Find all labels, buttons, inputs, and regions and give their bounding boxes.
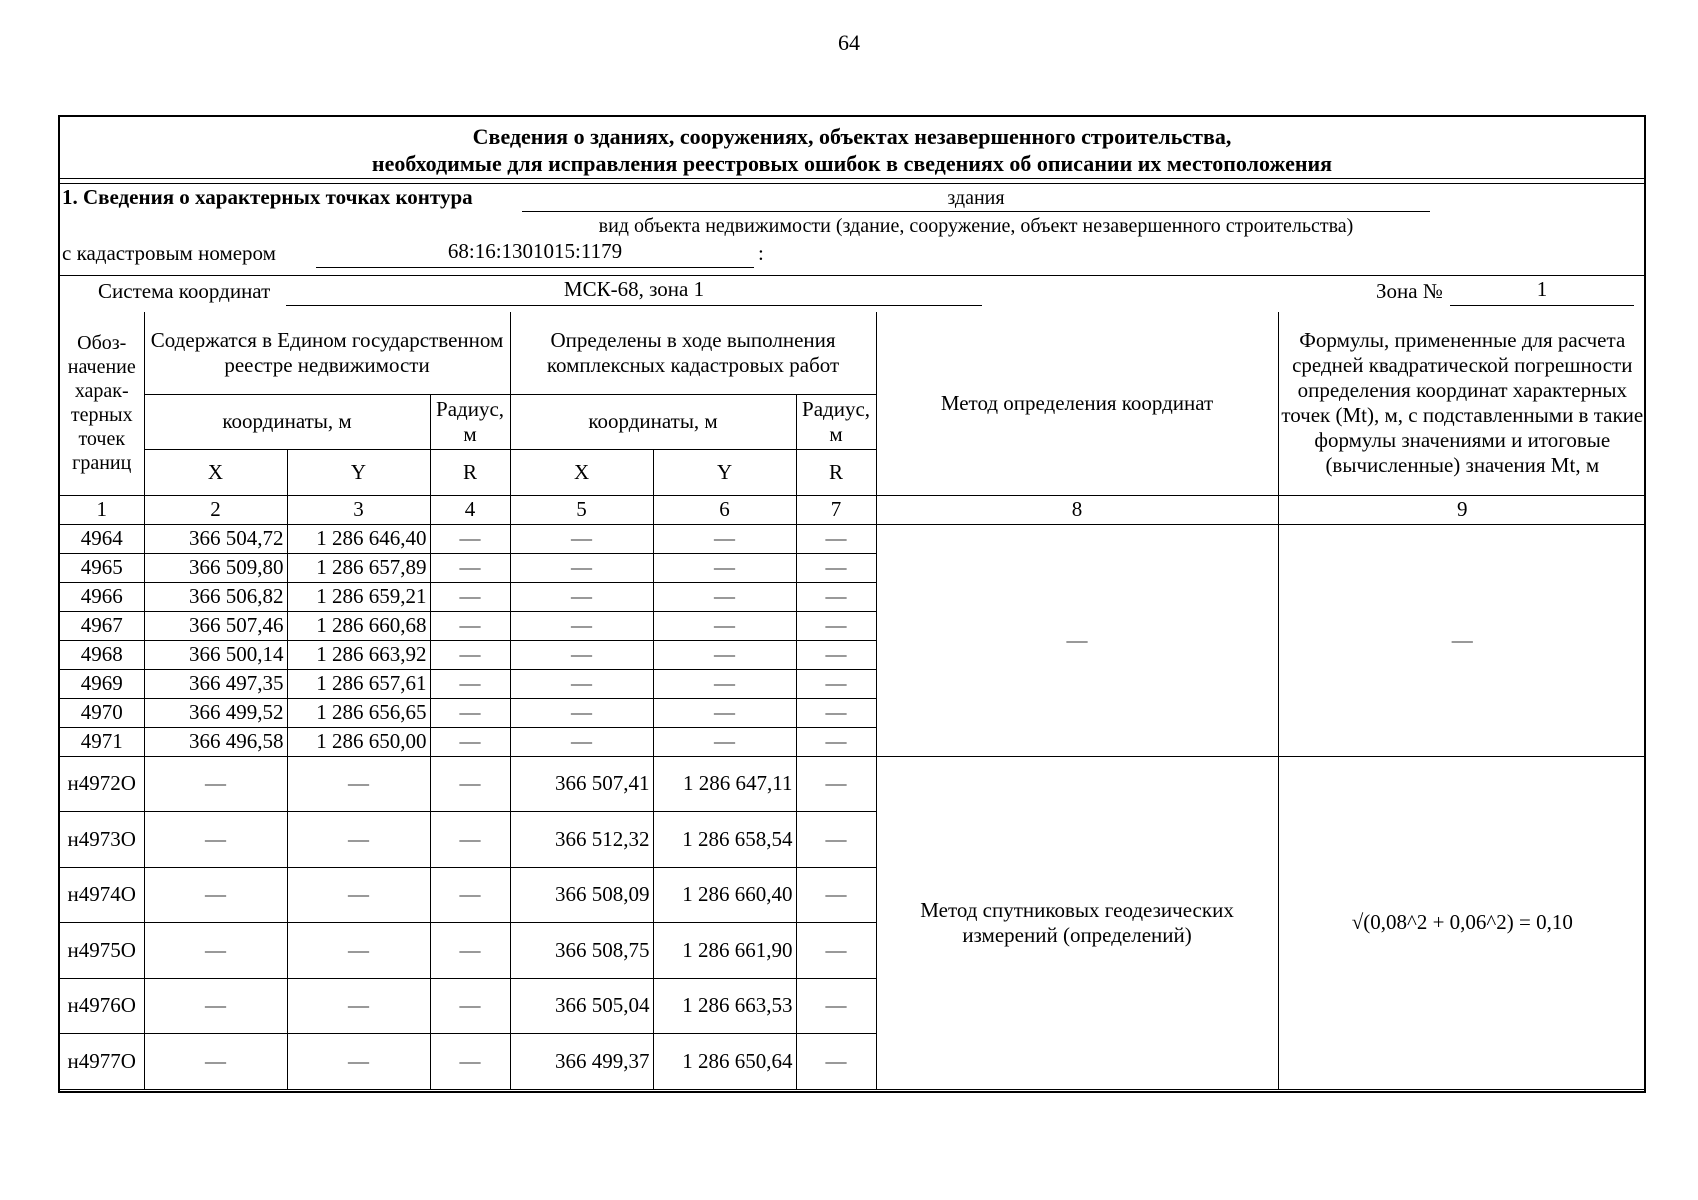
ckr-y: — bbox=[653, 553, 796, 582]
ckr-r: — bbox=[796, 640, 876, 669]
egrn-r: — bbox=[430, 553, 510, 582]
ckr-x: — bbox=[510, 698, 653, 727]
ckr-y: 1 286 663,53 bbox=[653, 978, 796, 1034]
egrn-y: — bbox=[287, 867, 430, 923]
ckr-y: 1 286 660,40 bbox=[653, 867, 796, 923]
coord-system-label: Система координат bbox=[98, 279, 271, 303]
egrn-y: 1 286 657,89 bbox=[287, 553, 430, 582]
egrn-y: 1 286 660,68 bbox=[287, 611, 430, 640]
point-id: н4975О bbox=[60, 923, 144, 979]
ckr-x: — bbox=[510, 669, 653, 698]
egrn-x: 366 496,58 bbox=[144, 727, 287, 756]
column-numbers-row bbox=[60, 495, 1646, 524]
egrn-r: — bbox=[430, 582, 510, 611]
ckr-x: 366 499,37 bbox=[510, 1034, 653, 1090]
point-id: н4976О bbox=[60, 978, 144, 1034]
point-id: 4971 bbox=[60, 727, 144, 756]
ckr-r: — bbox=[796, 923, 876, 979]
egrn-x: — bbox=[144, 867, 287, 923]
header-x-egrn: X bbox=[144, 449, 287, 495]
header-y-egrn: Y bbox=[287, 449, 430, 495]
point-id: 4969 bbox=[60, 669, 144, 698]
ckr-x: — bbox=[510, 727, 653, 756]
egrn-y: 1 286 646,40 bbox=[287, 524, 430, 553]
egrn-r: — bbox=[430, 698, 510, 727]
egrn-x: 366 504,72 bbox=[144, 524, 287, 553]
ckr-x: — bbox=[510, 640, 653, 669]
title-divider-2 bbox=[60, 183, 1646, 184]
object-type-value: здания bbox=[947, 187, 1005, 209]
col-number: 4 bbox=[430, 495, 510, 524]
object-type-line bbox=[522, 211, 1430, 212]
points-table bbox=[60, 312, 1646, 1090]
col-number: 8 bbox=[876, 495, 1278, 524]
egrn-r: — bbox=[430, 1034, 510, 1090]
ckr-x: — bbox=[510, 553, 653, 582]
point-id: 4970 bbox=[60, 698, 144, 727]
point-id: 4968 bbox=[60, 640, 144, 669]
header-coords-ckr: координаты, м bbox=[510, 394, 796, 449]
egrn-x: 366 500,14 bbox=[144, 640, 287, 669]
egrn-x: — bbox=[144, 1034, 287, 1090]
coord-system-line bbox=[286, 305, 982, 306]
ckr-y: — bbox=[653, 611, 796, 640]
title-divider bbox=[60, 178, 1646, 179]
col-number: 5 bbox=[510, 495, 653, 524]
egrn-x: 366 507,46 bbox=[144, 611, 287, 640]
egrn-y: 1 286 656,65 bbox=[287, 698, 430, 727]
ckr-x: — bbox=[510, 582, 653, 611]
ckr-y: — bbox=[653, 640, 796, 669]
ckr-x: — bbox=[510, 524, 653, 553]
ckr-x: 366 508,09 bbox=[510, 867, 653, 923]
col-number: 2 bbox=[144, 495, 287, 524]
egrn-x: 366 499,52 bbox=[144, 698, 287, 727]
egrn-r: — bbox=[430, 524, 510, 553]
method-existing: — bbox=[876, 524, 1278, 756]
ckr-y: — bbox=[653, 698, 796, 727]
zone-label: Зона № bbox=[1376, 279, 1443, 303]
header-x-ckr: X bbox=[510, 449, 653, 495]
point-id: 4966 bbox=[60, 582, 144, 611]
ckr-r: — bbox=[796, 756, 876, 812]
point-id: н4973О bbox=[60, 812, 144, 868]
egrn-r: — bbox=[430, 812, 510, 868]
egrn-y: 1 286 657,61 bbox=[287, 669, 430, 698]
ckr-x: 366 508,75 bbox=[510, 923, 653, 979]
point-id: 4967 bbox=[60, 611, 144, 640]
ckr-y: — bbox=[653, 669, 796, 698]
egrn-r: — bbox=[430, 978, 510, 1034]
zone-line bbox=[1450, 305, 1634, 306]
ckr-y: 1 286 658,54 bbox=[653, 812, 796, 868]
egrn-x: — bbox=[144, 978, 287, 1034]
cadastral-line bbox=[316, 267, 754, 268]
ckr-y: 1 286 661,90 bbox=[653, 923, 796, 979]
ckr-x: — bbox=[510, 611, 653, 640]
egrn-r: — bbox=[430, 640, 510, 669]
coord-system-value: МСК-68, зона 1 bbox=[563, 277, 705, 301]
col-number: 3 bbox=[287, 495, 430, 524]
header-ckr-group: Определены в ходе выполнения комплексных кадастровых работ bbox=[510, 312, 876, 394]
egrn-x: 366 506,82 bbox=[144, 582, 287, 611]
egrn-y: — bbox=[287, 978, 430, 1034]
ckr-x: 366 505,04 bbox=[510, 978, 653, 1034]
egrn-y: — bbox=[287, 812, 430, 868]
egrn-y: — bbox=[287, 923, 430, 979]
header-method: Метод определения координат bbox=[876, 312, 1278, 495]
col-number: 1 bbox=[60, 495, 144, 524]
egrn-r: — bbox=[430, 923, 510, 979]
ckr-r: — bbox=[796, 812, 876, 868]
formula-new: √(0,08^2 + 0,06^2) = 0,10 bbox=[1278, 756, 1646, 1089]
header-r-ckr: R bbox=[796, 449, 876, 495]
egrn-y: 1 286 650,00 bbox=[287, 727, 430, 756]
title-line-1: Сведения о зданиях, сооружениях, объектах незавершенного строительства, bbox=[472, 124, 1232, 149]
ckr-r: — bbox=[796, 727, 876, 756]
ckr-r: — bbox=[796, 611, 876, 640]
section-label: 1. Сведения о характерных точках контура bbox=[62, 185, 473, 209]
title-line-2: необходимые для исправления реестровых ошибок в сведениях об описании их местоположения bbox=[371, 151, 1333, 176]
object-type-hint: вид объекта недвижимости (здание, сооружение, объект незавершенного строительства) bbox=[598, 215, 1354, 237]
table-row bbox=[60, 756, 1646, 812]
egrn-y: 1 286 663,92 bbox=[287, 640, 430, 669]
header-radius-egrn: Радиус, м bbox=[430, 394, 510, 449]
point-id: н4972О bbox=[60, 756, 144, 812]
header-y-ckr: Y bbox=[653, 449, 796, 495]
cadastral-suffix: : bbox=[758, 241, 764, 265]
ckr-r: — bbox=[796, 669, 876, 698]
header-formulas: Формулы, примененные для расчета средней квадратической погрешности определения координат характерных точек (Mt), м, с подставленными в такие формулы значениями и итоговые (вычисленные) значения Mt, м bbox=[1278, 312, 1646, 495]
header-coords-egrn: координаты, м bbox=[144, 394, 430, 449]
ckr-x: 366 507,41 bbox=[510, 756, 653, 812]
point-id: 4965 bbox=[60, 553, 144, 582]
point-id: н4974О bbox=[60, 867, 144, 923]
ckr-r: — bbox=[796, 1034, 876, 1090]
document-frame bbox=[58, 115, 1646, 1093]
formula-existing: — bbox=[1278, 524, 1646, 756]
egrn-r: — bbox=[430, 669, 510, 698]
header-r-egrn: R bbox=[430, 449, 510, 495]
cadastral-label: с кадастровым номером bbox=[62, 241, 276, 265]
egrn-x: — bbox=[144, 923, 287, 979]
ckr-y: — bbox=[653, 582, 796, 611]
ckr-y: — bbox=[653, 524, 796, 553]
header-radius-ckr: Радиус, м bbox=[796, 394, 876, 449]
header-egrn-group: Содержатся в Едином государственном реестре недвижимости bbox=[144, 312, 510, 394]
egrn-r: — bbox=[430, 756, 510, 812]
ckr-r: — bbox=[796, 553, 876, 582]
egrn-y: — bbox=[287, 756, 430, 812]
ckr-r: — bbox=[796, 867, 876, 923]
ckr-y: — bbox=[653, 727, 796, 756]
point-id: н4977О bbox=[60, 1034, 144, 1090]
ckr-r: — bbox=[796, 524, 876, 553]
ckr-r: — bbox=[796, 582, 876, 611]
ckr-x: 366 512,32 bbox=[510, 812, 653, 868]
egrn-r: — bbox=[430, 867, 510, 923]
col-number: 7 bbox=[796, 495, 876, 524]
egrn-x: — bbox=[144, 756, 287, 812]
egrn-x: — bbox=[144, 812, 287, 868]
method-new: Метод спутниковых геодезических измерений (определений) bbox=[876, 756, 1278, 1089]
egrn-y: — bbox=[287, 1034, 430, 1090]
section-divider bbox=[60, 275, 1646, 276]
point-id: 4964 bbox=[60, 524, 144, 553]
header-point-designation: Обоз-начение харак-терных точек границ bbox=[60, 312, 144, 495]
table-row bbox=[60, 524, 1646, 553]
egrn-x: 366 497,35 bbox=[144, 669, 287, 698]
ckr-r: — bbox=[796, 698, 876, 727]
cadastral-number: 68:16:1301015:1179 bbox=[447, 239, 623, 263]
ckr-y: 1 286 650,64 bbox=[653, 1034, 796, 1090]
col-number: 9 bbox=[1278, 495, 1646, 524]
egrn-x: 366 509,80 bbox=[144, 553, 287, 582]
ckr-r: — bbox=[796, 978, 876, 1034]
egrn-y: 1 286 659,21 bbox=[287, 582, 430, 611]
egrn-r: — bbox=[430, 611, 510, 640]
col-number: 6 bbox=[653, 495, 796, 524]
ckr-y: 1 286 647,11 bbox=[653, 756, 796, 812]
zone-value: 1 bbox=[1536, 277, 1548, 301]
page-number: 64 bbox=[838, 30, 860, 55]
egrn-r: — bbox=[430, 727, 510, 756]
